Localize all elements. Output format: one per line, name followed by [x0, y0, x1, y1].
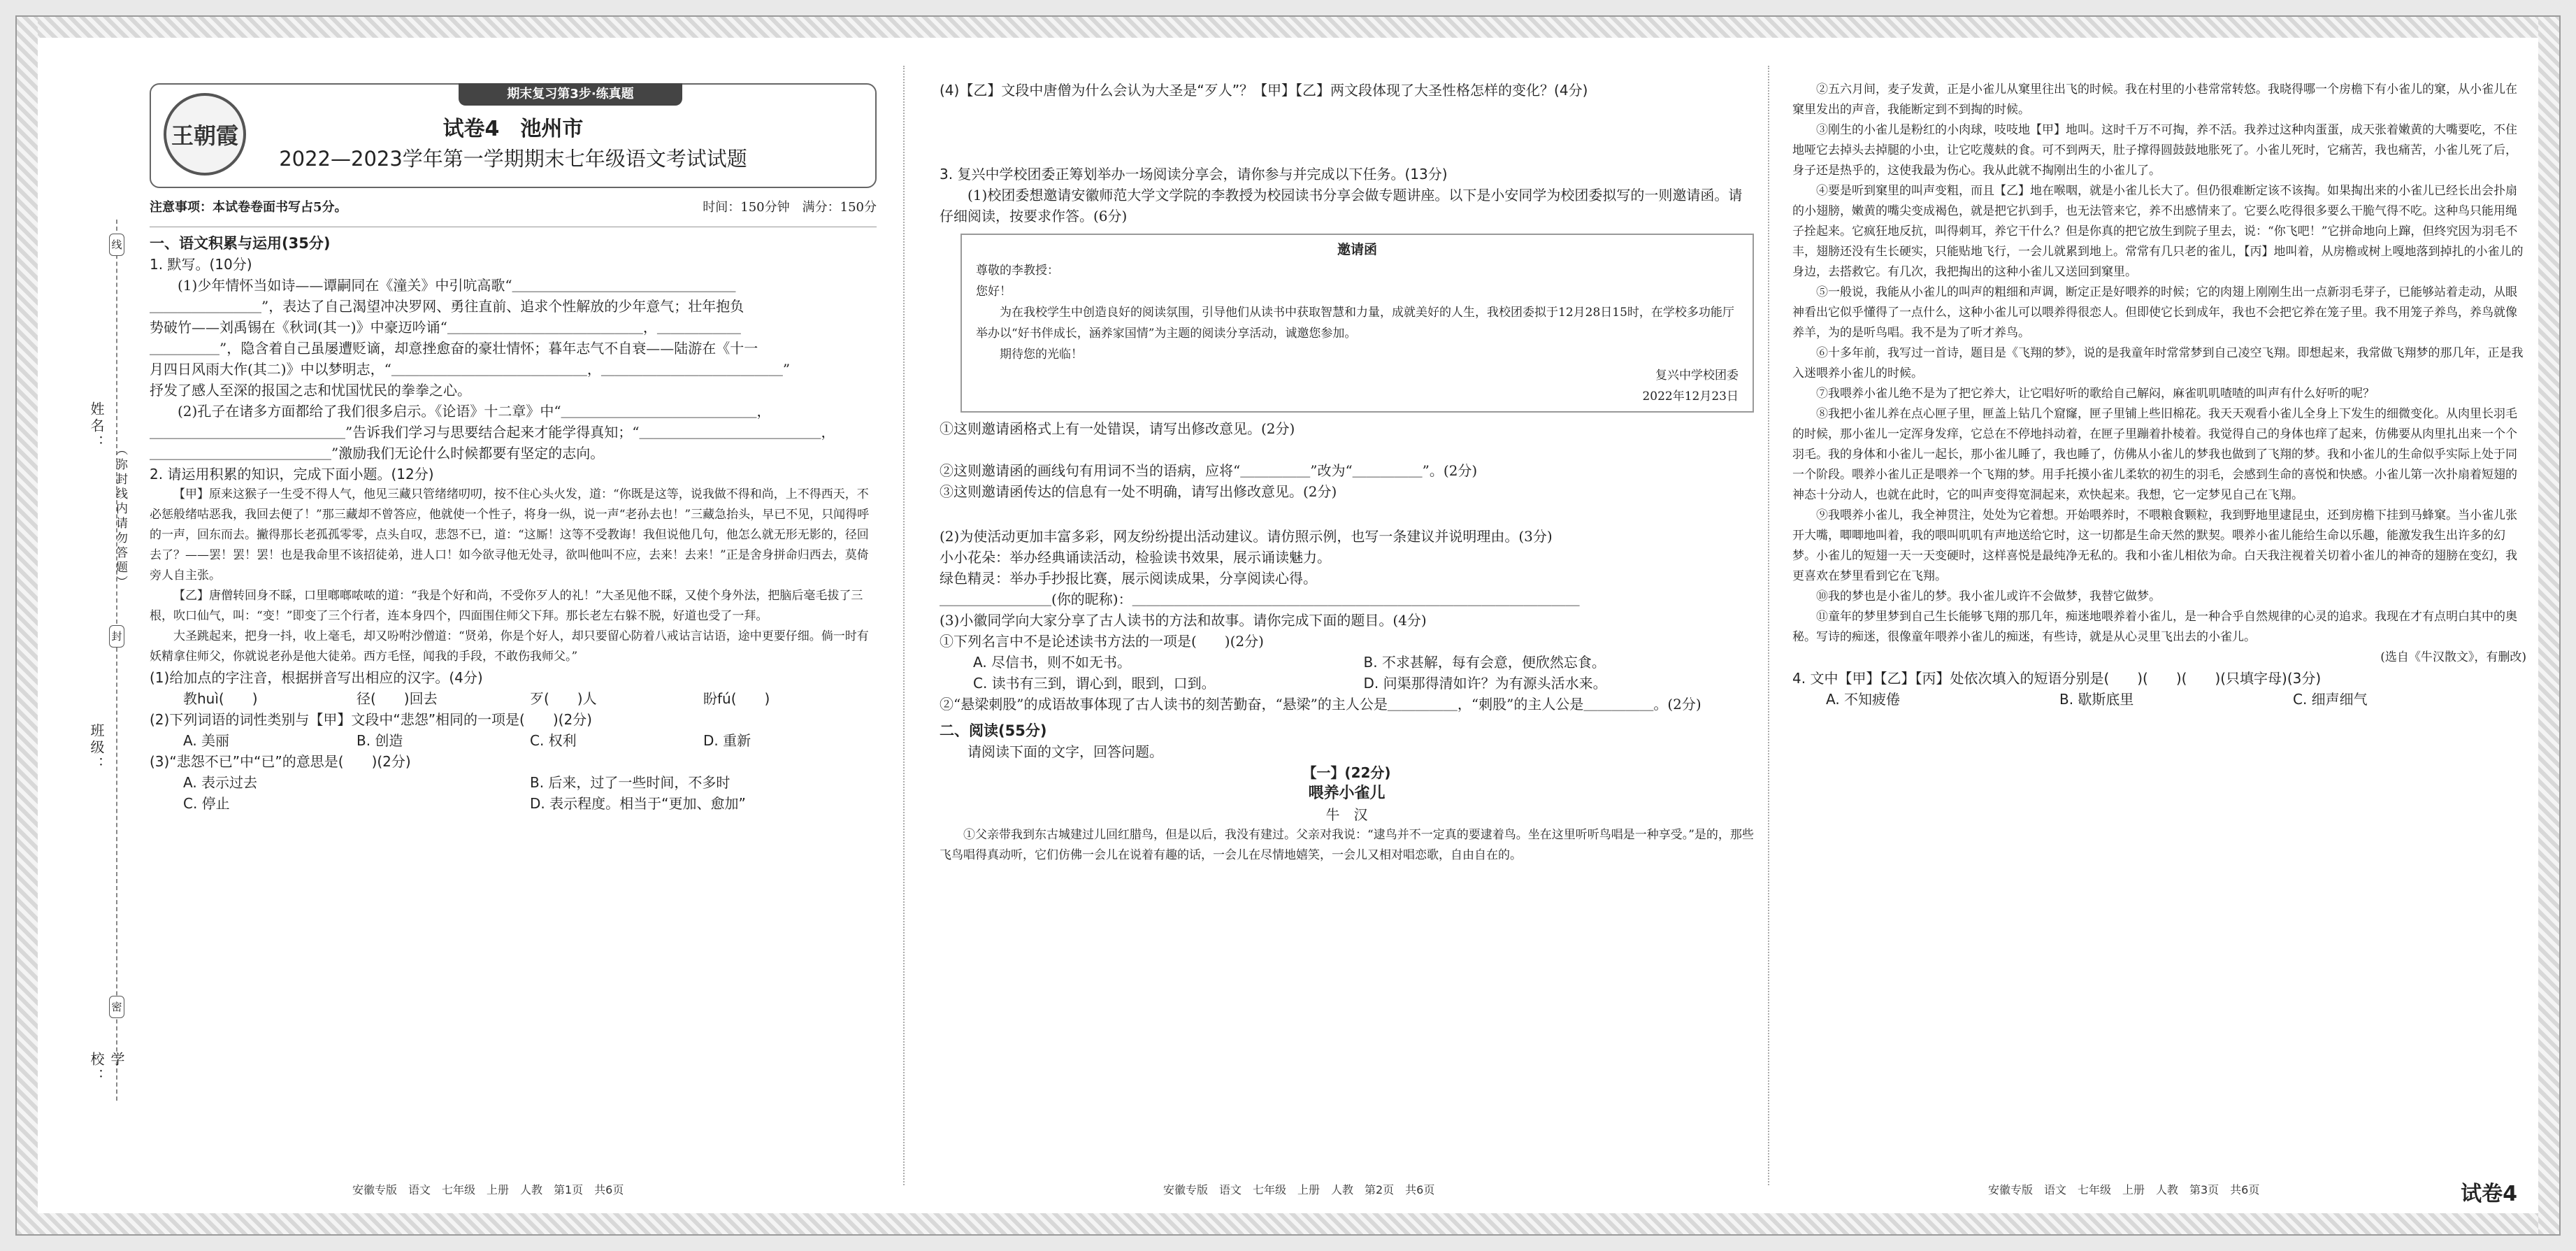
decorative-border-top — [17, 17, 2559, 38]
decorative-border-left — [17, 17, 38, 1234]
essay-paragraph: ⑥十多年前，我写过一首诗，题目是《飞翔的梦》，说的是我童年时常常梦到自己凌空飞翔。即想起来，我常做飞翔梦的那几年，正是我入迷喂养小雀儿的时候。 — [1792, 346, 2524, 380]
essay-title: 喂养小雀儿 — [1308, 785, 1386, 802]
question-text: ＿＿＿＿＿＿＿＿＿＿＿＿＿＿”告诉我们学习与思要结合起来才能学得真知；“＿＿＿＿＿＿＿＿＿＿＿＿＿， — [150, 424, 835, 441]
suggestion-example: 小小花朵：举办经典诵读活动，检验读书效果，展示诵读魅力。 — [940, 549, 1331, 566]
letter-title: 邀请函 — [1337, 242, 1377, 257]
essay-paragraph: ⑩我的梦也是小雀儿的梦。我小雀儿或许不会做梦，我替它做梦。 — [1816, 589, 2161, 603]
seal-mark: 线 — [109, 234, 124, 256]
letter-hello: 您好！ — [976, 285, 1012, 299]
notice-row — [150, 197, 877, 218]
binding-gutter — [66, 192, 129, 1101]
option: D. 问渠那得清如许？为有源头活水来。 — [1363, 675, 1607, 692]
page-footer: 安徽专版 语文 七年级 上册 人教 第2页 共6页 — [1163, 1183, 1435, 1196]
option: A. 表示过去 — [183, 774, 258, 791]
pinyin-item: 盼fú( ) — [703, 690, 770, 707]
question-3-3b: ②“悬梁刺股”的成语故事体现了古人读书的刻苦勤奋，“悬梁”的主人公是＿＿＿＿＿，“刺股”的主人公是＿＿＿＿＿。(2分) — [940, 696, 1701, 713]
publisher-logo: 王朝霞 — [164, 93, 246, 176]
question-3-1: (1)校团委想邀请安徽师范大学文学院的李教授为校园读书分享会做专题讲座。以下是小安同学为校团委拟写的一则邀请函。请仔细阅读，按要求作答。(6分) — [940, 187, 1743, 224]
decorative-border-bottom — [17, 1213, 2559, 1234]
essay-source: (选自《牛汉散文》，有删改) — [2380, 650, 2526, 664]
section-heading: 二、阅读(55分) — [940, 722, 1047, 739]
question-text: 抒发了感人至深的报国之志和忧国忧民的拳拳之心。 — [150, 382, 471, 399]
page-column-1 — [150, 197, 877, 814]
question-text: 势破竹——刘禹锡在《秋词(其一)》中豪迈吟诵“＿＿＿＿＿＿＿＿＿＿＿＿＿＿，＿＿＿＿＿＿ — [150, 319, 741, 336]
letter-signature: 复兴中学校团委 — [1655, 369, 1739, 383]
pinyin-item: 径( )回去 — [357, 690, 438, 707]
option: A. 尽信书，则不如无书。 — [973, 654, 1132, 671]
time-score: 时间：150分钟 满分：150分 — [703, 200, 877, 215]
class-label: 班级： — [88, 723, 105, 773]
essay-paragraph: ⑤一般说，我能从小雀儿的叫声的粗细和声调，断定正是好喂养的时候；它的肉翅上刚刚生出一点新羽毛芽子，已能够站着走动，从眼神看出它似乎懂得了一点什么，这种小雀儿可以喂养得很恋人。但即使它长到成年，我也不会把它养在笼子里。我不用笼子养鸟，养鸟就像养羊，为的是听鸟唱。我不是为了听才养鸟。 — [1792, 285, 2517, 340]
question-3-1b: ②这则邀请函的画线句有用词不当的语病，应将“＿＿＿＿＿”改为“＿＿＿＿＿”。(2分) — [940, 462, 1478, 479]
passage-yi-2: 大圣跳起来，把身一抖，收上毫毛，却又吩咐沙僧道：“贤弟，你是个好人，却只要留心防着八戒诂言诂语，途中更要仔细。倘一时有妖精拿住师父，你就说老孙是他大徒弟。西方毛怪，闻我的手段，不敢伤我师父。” — [150, 629, 869, 664]
option: C. 读书有三到，谓心到，眼到，口到。 — [973, 675, 1216, 692]
option: A. 不知疲倦 — [1826, 691, 1901, 708]
section-heading: 一、语文积累与运用(35分) — [150, 235, 331, 252]
invitation-letter — [960, 234, 1754, 413]
essay-paragraph: ⑧我把小雀儿养在点心匣子里，匣盖上钻几个窟窿，匣子里铺上些旧棉花。我天天观看小雀儿全身上下发生的细微变化。从肉里长羽毛的时候，那小雀儿一定浑身发痒，它总在不停地抖动着，在匣子里蹦着扑棱着。我觉得自己的身体也痒了起来，仿佛要从肉里扎出来一个个羽毛。我的身体和小雀儿一起长，那小雀儿睡了，我也睡了，仿佛从小雀儿的梦我也做到了飞翔的梦。我和小雀儿的生命似乎实际上处于同一个阶段。喂养小雀儿正是喂养一个飞翔的梦。用手托摸小雀儿柔软的初生的羽毛，会感到生命的喜悦和快感。小雀儿第一次扑扇着短翅的神态十分动人，也就在此时，它的叫声变得宽洞起来，欢快起来。我想，它一定梦见自己在飞翔。 — [1792, 407, 2517, 502]
suggestion-example: 绿色精灵：举办手抄报比赛，展示阅读成果，分享阅读心得。 — [940, 570, 1317, 587]
question-2-1: (1)给加点的字注音，根据拼音写出相应的汉字。(4分) — [150, 669, 483, 686]
step-banner: 期末复习第3步·练真题 — [459, 83, 682, 106]
column-divider — [1768, 66, 1769, 1185]
question-4: 4. 文中【甲】【乙】【丙】处依次填入的短语分别是( )( )( )(只填字母)(3分) — [1792, 670, 2322, 687]
question-3-1c: ③这则邀请函传达的信息有一处不明确，请写出修改意见。(2分) — [940, 483, 1337, 500]
option: B. 不求甚解，每有会意，便欣然忘食。 — [1363, 654, 1606, 671]
answer-space — [940, 502, 1754, 526]
essay-paragraph: ⑨我喂养小雀儿，我全神贯注，处处为它着想。开始喂养时，不喂粮食颗粒，我到野地里逮昆虫，还到房檐下挂到马蜂窠。当小雀儿张开大嘴，唧唧地叫着，我的喂叫叽叽有声地送给它时，这一切都是生命天然的默契。喂养小雀儿能给生命以乐趣，能激发我生出许多的幻梦。小雀儿的短翅一天一天变硬时，这样喜悦是最纯净无私的。我和小雀儿相依为命。白天我注视着关切着小雀儿的神奇的翅膀在变幻，我更喜欢在梦里看到它在飞翔。 — [1792, 508, 2517, 583]
option: C. 细声细气 — [2293, 691, 2368, 708]
pinyin-item: 教huì( ) — [183, 690, 258, 707]
essay-paragraph: ⑦我喂养小雀儿绝不是为了把它养大，让它唱好听的歌给自己解闷，麻雀叽叽喳喳的叫声有什么好听的呢？ — [1816, 387, 2375, 401]
page-footer: 安徽专版 语文 七年级 上册 人教 第1页 共6页 — [352, 1183, 624, 1196]
notice-text: 注意事项：本试卷卷面书写占5分。 — [150, 200, 347, 215]
answer-options — [150, 772, 877, 814]
question-3: 3. 复兴中学校团委正筹划举办一场阅读分享会，请你参与并完成以下任务。(13分) — [940, 166, 1448, 183]
letter-closing: 期待您的光临！ — [1000, 348, 1083, 362]
paper-title: 试卷4 池州市 — [442, 117, 584, 141]
page-column-2 — [940, 80, 1754, 866]
seal-warning: （弥封线内请勿答题） — [113, 443, 127, 590]
section-note: 请阅读下面的文字，回答问题。 — [967, 743, 1163, 760]
option: B. 创造 — [357, 732, 403, 749]
passage-jia: 【甲】原来这猴子一生受不得人气，他见三藏只管绪绪叨叨，按不住心头火发，道：“你既是这等，说我做不得和尚，上不得西天，不必惩般绪咕恶我，我回去便了！”那三藏却不曾答应，他就使一个性子，将身一纵，说一声“老孙去也！”三藏急抬头，早已不见，只闻得呼的一声，回东而去。撇得那长老孤孤零零，点头自叹，悲怨不已，道：“这厮！这等不受教诲！我但说他几句，他怎么就无形无影的，径回去了？——罢！罢！罢！也是我命里不该招徒弟，进人口！如今欲寻他无处寻，欲叫他叫不应，去来！去来！”正是舍身拼命归西去，莫倚旁人自主张。 — [150, 487, 870, 582]
question-3-3a: ①下列名言中不是论述读书方法的一项是( )(2分) — [940, 633, 1264, 650]
question-3-1a: ①这则邀请函格式上有一处错误，请写出修改意见。(2分) — [940, 420, 1295, 437]
question-2-4: (4)【乙】文段中唐僧为什么会认为大圣是“歹人”？【甲】【乙】两文段体现了大圣性格怎样的变化？(4分) — [940, 82, 1588, 99]
question-3-2: (2)为使活动更加丰富多彩，网友纷纷提出活动建议。请仿照示例，也写一条建议并说明理由。(3分) — [940, 528, 1553, 545]
essay-paragraph: ④要是听到窠里的叫声变粗，而且【乙】地在喉咽，就是小雀儿长大了。但仍很难断定该不该掏。如果掏出来的小雀儿已经长出会扑扇的小翅膀，嫩黄的嘴尖变成褐色，就是把它扒到手，也无法管来它，养不出感情来了。它要么吃得很多要么干脆气得不吃。这种鸟只能用绳子拴起来。它疯狂地反抗，叫得刺耳，养它干什么？但是你真的把它放生到院子里去，说：“你飞吧！”它拼命地向上蹿，但终究因为羽毛不丰，翅膀还没有生长硬实，只能贴地飞行，一会儿就累到地上。常常有几只老的雀儿，【丙】地叫着，从房檐或树上嘎地落到掉扎的小雀儿的身边，去搭救它。有几次，我把掏出的这种小雀儿又送回到窠里。 — [1792, 184, 2524, 279]
answer-options — [1792, 689, 2526, 710]
seal-line — [116, 220, 117, 1101]
option: B. 后来，过了一些时间，不多时 — [530, 774, 731, 791]
page-footer: 安徽专版 语文 七年级 上册 人教 第3页 共6页 — [1988, 1183, 2260, 1196]
question-1: 1. 默写。(10分) — [150, 256, 252, 273]
decorative-border-right — [2538, 17, 2559, 1234]
option: C. 权利 — [530, 732, 577, 749]
suggestion-blank: ＿＿＿＿＿＿＿＿(你的昵称)：＿＿＿＿＿＿＿＿＿＿＿＿＿＿＿＿＿＿＿＿＿＿＿＿＿＿＿＿＿＿＿＿ — [940, 591, 1580, 608]
question-3-3: (3)小徽同学向大家分享了古人读书的方法和故事。请你完成下面的题目。(4分) — [940, 612, 1427, 629]
answer-options — [940, 652, 1754, 694]
passage-yi: 【乙】唐僧转回身不睬，口里啷啷哝哝的道：“我是个好和尚，不受你歹人的礼！”大圣见他不睬，又使个身外法，把脑后毫毛拔了三根，吹口仙气，叫：“变！”即变了三个行者，连本身四个，四面围住师父下拜。那长老左右躲不脱，好道也受了一拜。 — [150, 589, 863, 623]
part-heading: 【一】(22分) — [1302, 764, 1391, 781]
letter-greeting: 尊敬的李教授： — [976, 264, 1059, 278]
option: D. 表示程度。相当于“更加、愈加” — [530, 795, 746, 812]
answer-space — [940, 101, 1754, 164]
option: A. 美丽 — [183, 732, 230, 749]
seal-mark: 封 — [109, 625, 124, 648]
question-2-2: (2)下列词语的词性类别与【甲】文段中“悲怨”相同的一项是( )(2分) — [150, 711, 592, 728]
exam-sheet — [15, 15, 2561, 1236]
question-text: ＿＿＿＿＿＿＿＿＿＿＿＿＿”激励我们无论什么时候都要有坚定的志向。 — [150, 445, 605, 462]
option: B. 歇斯底里 — [2059, 691, 2134, 708]
question-text: (2)孔子在诸多方面都给了我们很多启示。《论语》十二章》中“＿＿＿＿＿＿＿＿＿＿＿＿＿＿， — [178, 403, 771, 420]
exam-header — [150, 83, 877, 188]
essay-paragraph: ①父亲带我到东古城建过儿回红腊鸟，但是以后，我没有建过。父亲对我说：“逮鸟并不一定真的要逮着鸟。坐在这里听听鸟唱是一种享受。”是的，那些飞鸟唱得真动听，它们仿佛一会儿在说着有趣的话，一会儿在尽情地嬉笑，一会儿又相对唱恋歌，自由自在的。 — [940, 828, 1754, 862]
letter-body: 为在我校学生中创造良好的阅读氛围，引导他们从读书中获取智慧和力量，成就美好的人生，我校团委拟于12月28日15时，在学校多功能厅举办以“好书伴成长，涵养家国情”为主题的阅读分享活动，诚邀您参加。 — [976, 306, 1734, 341]
essay-paragraph: ⑪童年的梦里梦到自己生长能够飞翔的那几年，痴迷地喂养着小雀儿，是一种合乎自然规律的心灵的追求。我现在才有点明白其中的奥秘。写诗的痴迷，很像童年喂养小雀儿的痴迷，有些诗，就是从心灵里飞出去的小雀儿。 — [1792, 610, 2517, 644]
option: D. 重新 — [703, 732, 751, 749]
question-text: (1)少年情怀当如诗——谭嗣同在《潼关》中引吭高歌“＿＿＿＿＿＿＿＿＿＿＿＿＿＿＿＿ — [178, 277, 736, 294]
answer-space — [940, 439, 1754, 460]
school-label: 学校： — [88, 1052, 125, 1085]
essay-paragraph: ②五六月间，麦子发黄，正是小雀儿从窠里往出飞的时候。我在村里的小巷常常转悠。我晓得哪一个房檐下有小雀儿的窠，从小雀儿在窠里发出的声音，我能断定到不到掏的时候。 — [1792, 83, 2517, 117]
letter-date: 2022年12月23日 — [1642, 389, 1739, 403]
question-2: 2. 请运用积累的知识，完成下面小题。(12分) — [150, 466, 434, 482]
seal-mark: 密 — [109, 996, 124, 1018]
pinyin-items — [150, 688, 877, 709]
page-column-3 — [1792, 80, 2526, 710]
question-text: 月四日风雨大作(其二)》中以梦明志，“＿＿＿＿＿＿＿＿＿＿＿＿＿＿，＿＿＿＿＿＿＿＿＿＿＿＿＿” — [150, 361, 791, 378]
option: C. 停止 — [183, 795, 230, 812]
pinyin-item: 歹( )人 — [530, 690, 597, 707]
answer-options — [150, 730, 877, 751]
question-2-3: (3)“悲怨不已”中“已”的意思是( )(2分) — [150, 753, 411, 770]
question-text: ＿＿＿＿＿＿＿＿”，表达了自己渴望冲决罗网、勇往直前、追求个性解放的少年意气；壮年抱负 — [150, 298, 744, 315]
essay-paragraph: ③刚生的小雀儿是粉红的小肉球，吱吱地【甲】地叫。这时千万不可掏，养不活。我养过这种肉蛋蛋，成天张着嫩黄的大嘴要吃，不住地哑它去掉头去掉腿的小虫，让它吃蔑麸的食。可不到两天，肚子撑得圆鼓鼓地胀死了。小雀儿死时，它痛苦，我也痛苦，小雀儿死了后，身子还是热乎的，这使我最为伤心。我从此就不掏刚出生的小雀儿了。 — [1792, 123, 2517, 178]
column-divider — [903, 66, 905, 1185]
paper-tag: 试卷4 — [2461, 1182, 2517, 1206]
exam-title: 2022—2023学年第一学期期末七年级语文考试试题 — [279, 147, 747, 171]
essay-author: 牛 汉 — [1325, 806, 1368, 823]
name-label: 姓名： — [88, 401, 105, 452]
question-text: ＿＿＿＿＿”，隐含着自己虽屡遭贬谪，却意挫愈奋的豪壮情怀；暮年志气不自衰——陆游在《十一 — [150, 340, 758, 357]
